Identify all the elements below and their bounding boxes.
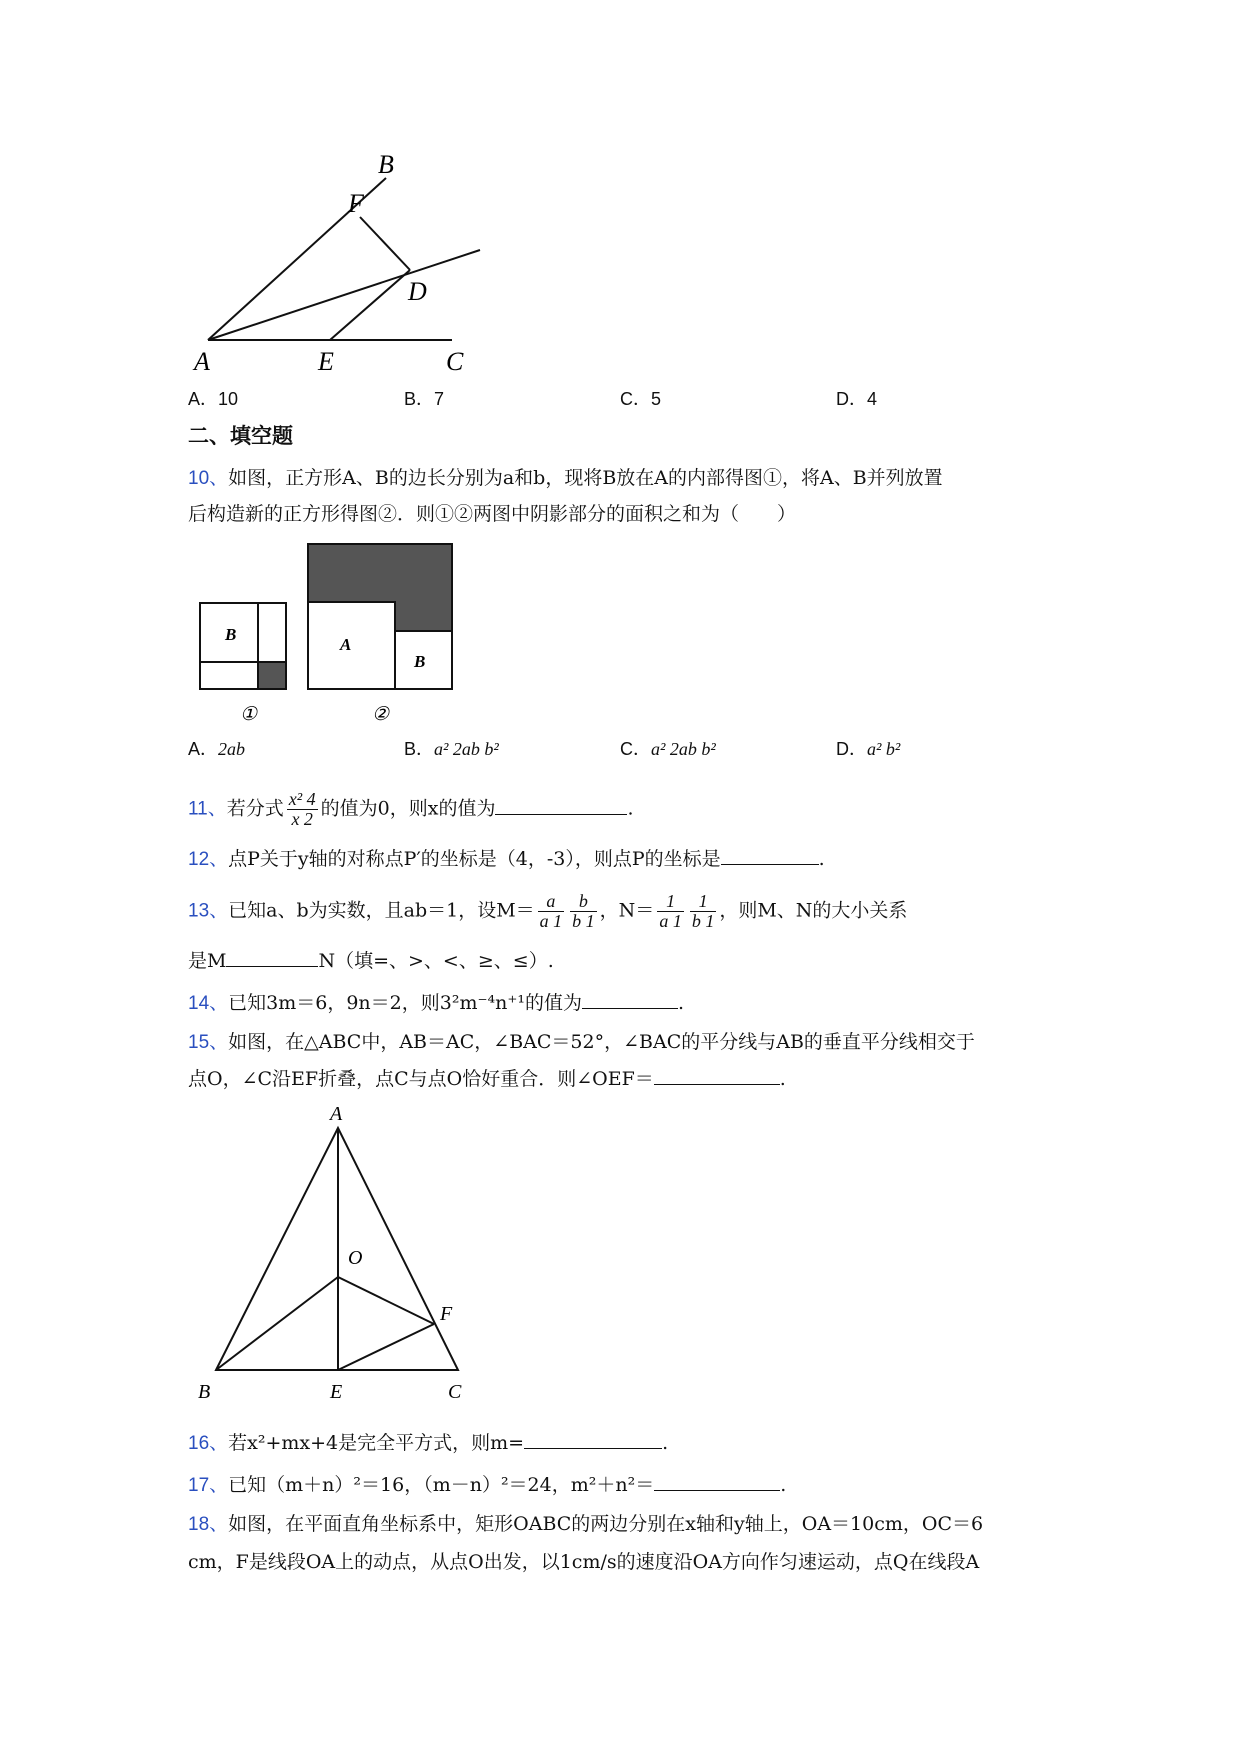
q13-line1: 13、已知a、b为实数，且ab＝1，设M＝ $\frac{a}{a 1}$ $\frac{b}{b 1}$ ，N＝ $\frac{1}{a 1}$ $\frac{1}{b 1}$ ，则M、N的大小关系 xyxy=(188,891,908,931)
q13-fraction-3: $\frac{1}{a 1}$ xyxy=(659,891,682,931)
q10-line2: 后构造新的正方形得图②．则①②两图中阴影部分的面积之和为（ ） xyxy=(188,503,797,525)
q16-answer-blank[interactable] xyxy=(524,1430,662,1449)
q12-number: 12、 xyxy=(188,849,229,870)
label-f: F xyxy=(348,189,364,218)
fig2-label-b: B xyxy=(414,652,426,671)
q13-answer-blank[interactable] xyxy=(226,948,318,967)
q10-option-d[interactable]: D．a² b² xyxy=(836,739,901,759)
label-d: D xyxy=(408,277,427,306)
q9-option-c[interactable]: C．5 xyxy=(620,389,662,409)
q9-option-a[interactable]: A．10 xyxy=(188,389,239,409)
fig1-caption: ① xyxy=(240,704,258,725)
q17-text: 已知（m＋n）²＝16，（m－n）²＝24，m²＋n²＝ xyxy=(228,1474,655,1496)
q15-number: 15、 xyxy=(188,1032,229,1053)
q15-line1 xyxy=(188,1030,975,1055)
q10-text: 如图，正方形A、B的边长分别为a和b，现将B放在A的内部得图①，将A、B并列放置 xyxy=(228,467,943,489)
label-b: B xyxy=(378,150,394,179)
q11-answer-blank[interactable] xyxy=(495,796,627,815)
q15-text: 如图，在△ABC中，AB＝AC，∠BAC＝52°，∠BAC的平分线与AB的垂直平分线相交于 xyxy=(228,1031,975,1053)
q13-fraction-1: $\frac{a}{a 1}$ xyxy=(539,891,563,931)
q16-number: 16、 xyxy=(188,1433,229,1454)
q18-number: 18、 xyxy=(188,1514,229,1535)
fig2-label-a: A xyxy=(340,635,352,654)
tri-label-c: C xyxy=(448,1381,462,1403)
q11-fraction: $\frac{\text{x² 4}}{x 2}$ xyxy=(288,789,316,829)
fig1-shaded-square xyxy=(258,662,286,689)
q13-fraction-4: $\frac{1}{b 1}$ xyxy=(691,891,715,931)
q14-answer-blank[interactable] xyxy=(582,990,678,1009)
q10-number: 10、 xyxy=(188,468,229,489)
tri-label-b: B xyxy=(198,1381,211,1403)
tri-label-a: A xyxy=(330,1103,343,1125)
q9-option-b[interactable]: B．7 xyxy=(404,389,445,409)
q16-text: 若x²+mx+4是完全平方式，则m= xyxy=(228,1432,525,1454)
q13-number: 13、 xyxy=(188,900,229,922)
q10-line1 xyxy=(188,466,943,491)
tri-label-f: F xyxy=(440,1303,453,1325)
q14-number: 14、 xyxy=(188,993,229,1014)
q18-line1 xyxy=(188,1512,983,1537)
q11-number: 11、 xyxy=(188,798,227,820)
q12: 12、点P关于y轴的对称点P′的坐标是（4，-3），则点P的坐标是 . xyxy=(188,848,825,870)
q11-pre: 若分式 xyxy=(226,797,284,820)
section-title: 二、填空题 xyxy=(188,424,293,448)
q9-option-d[interactable]: D．4 xyxy=(836,389,878,409)
q14-text: 已知3m＝6，9n＝2，则3²m⁻⁴n⁺¹的值为 xyxy=(228,992,582,1014)
q15-answer-blank[interactable] xyxy=(654,1066,780,1085)
fig1-label-b: B xyxy=(225,625,237,644)
q13-line2: 是M N（填=、>、<、≥、≤）. xyxy=(188,950,554,972)
q17-number: 17、 xyxy=(188,1475,229,1496)
angle-figure xyxy=(180,140,500,380)
q17-answer-blank[interactable] xyxy=(654,1472,780,1491)
q15-line2: 点O，∠C沿EF折叠，点C与点O恰好重合．则∠OEF＝ . xyxy=(188,1068,786,1090)
label-a: A xyxy=(194,347,210,376)
q14: 14、已知3m＝6，9n＝2，则3²m⁻⁴n⁺¹的值为 . xyxy=(188,992,685,1014)
q18-text: 如图，在平面直角坐标系中，矩形OABC的两边分别在x轴和y轴上，OA＝10cm，OC＝6 xyxy=(228,1513,984,1535)
q10-option-a[interactable]: A．2ab xyxy=(188,739,246,759)
q10-option-b[interactable]: B．a² 2ab b² xyxy=(404,739,499,759)
q12-answer-blank[interactable] xyxy=(721,846,819,865)
q13-post: ，则M、N的大小关系 xyxy=(719,899,908,922)
q18-line2: cm，F是线段OA上的动点，从点O出发，以1cm/s的速度沿OA方向作匀速运动，点Q在线段A xyxy=(188,1551,980,1573)
q11: 11、若分式 $\frac{\text{x² 4}}{x 2}$ 的值为0，则x的值为 . xyxy=(188,789,634,829)
q11-post: 的值为0，则x的值为 xyxy=(320,797,496,820)
q13-fraction-2: $\frac{b}{b 1}$ xyxy=(572,891,595,931)
triangle-figure xyxy=(190,1098,480,1410)
tri-label-o: O xyxy=(348,1247,363,1269)
square-figures xyxy=(190,538,470,728)
label-e: E xyxy=(318,347,334,376)
fig2-caption: ② xyxy=(372,704,390,725)
q17: 17、已知（m＋n）²＝16，（m－n）²＝24，m²＋n²＝ . xyxy=(188,1474,787,1496)
q12-text: 点P关于y轴的对称点P′的坐标是（4，-3），则点P的坐标是 xyxy=(228,848,721,870)
q13-pre: 已知a、b为实数，且ab＝1，设M＝ xyxy=(228,899,535,922)
label-c: C xyxy=(446,347,464,376)
q10-option-c[interactable]: C．a² 2ab b² xyxy=(620,739,716,759)
tri-label-e: E xyxy=(330,1381,343,1403)
q16: 16、若x²+mx+4是完全平方式，则m= . xyxy=(188,1432,669,1454)
